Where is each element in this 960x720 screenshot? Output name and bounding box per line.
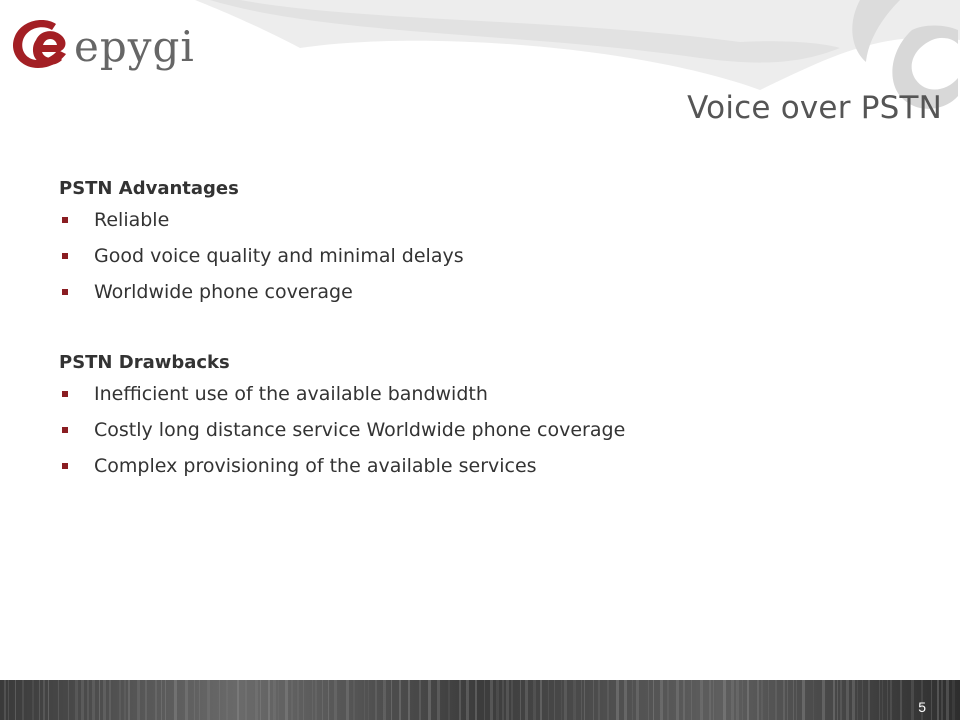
footer-texture-bar bbox=[0, 680, 960, 720]
section-drawbacks bbox=[59, 350, 919, 484]
slide-title: Voice over PSTN bbox=[687, 90, 942, 126]
bullet-item bbox=[59, 376, 919, 412]
bullet-item bbox=[59, 238, 919, 274]
epygi-logo bbox=[10, 14, 210, 76]
square-bullet-icon bbox=[62, 289, 68, 295]
slide-content bbox=[59, 176, 919, 484]
section-advantages bbox=[59, 176, 919, 310]
bullet-text: Reliable bbox=[94, 209, 170, 231]
page-number: 5 bbox=[918, 699, 926, 715]
bullet-text: Complex provisioning of the available services bbox=[94, 455, 537, 477]
epygi-logo-mark bbox=[10, 14, 74, 74]
square-bullet-icon bbox=[62, 391, 68, 397]
epygi-logo-wordmark: epygi bbox=[74, 22, 195, 71]
bullet-list bbox=[59, 376, 919, 484]
square-bullet-icon bbox=[62, 217, 68, 223]
square-bullet-icon bbox=[62, 253, 68, 259]
bullet-list bbox=[59, 202, 919, 310]
section-heading: PSTN Advantages bbox=[59, 178, 239, 199]
bullet-text: Good voice quality and minimal delays bbox=[94, 245, 464, 267]
bullet-item bbox=[59, 274, 919, 310]
bullet-item bbox=[59, 202, 919, 238]
square-bullet-icon bbox=[62, 463, 68, 469]
square-bullet-icon bbox=[62, 427, 68, 433]
bullet-text: Costly long distance service Worldwide phone coverage bbox=[94, 419, 626, 441]
bullet-text: Inefficient use of the available bandwidth bbox=[94, 383, 488, 405]
bullet-item bbox=[59, 412, 919, 448]
section-heading: PSTN Drawbacks bbox=[59, 352, 230, 373]
bullet-item bbox=[59, 448, 919, 484]
bullet-text: Worldwide phone coverage bbox=[94, 281, 353, 303]
